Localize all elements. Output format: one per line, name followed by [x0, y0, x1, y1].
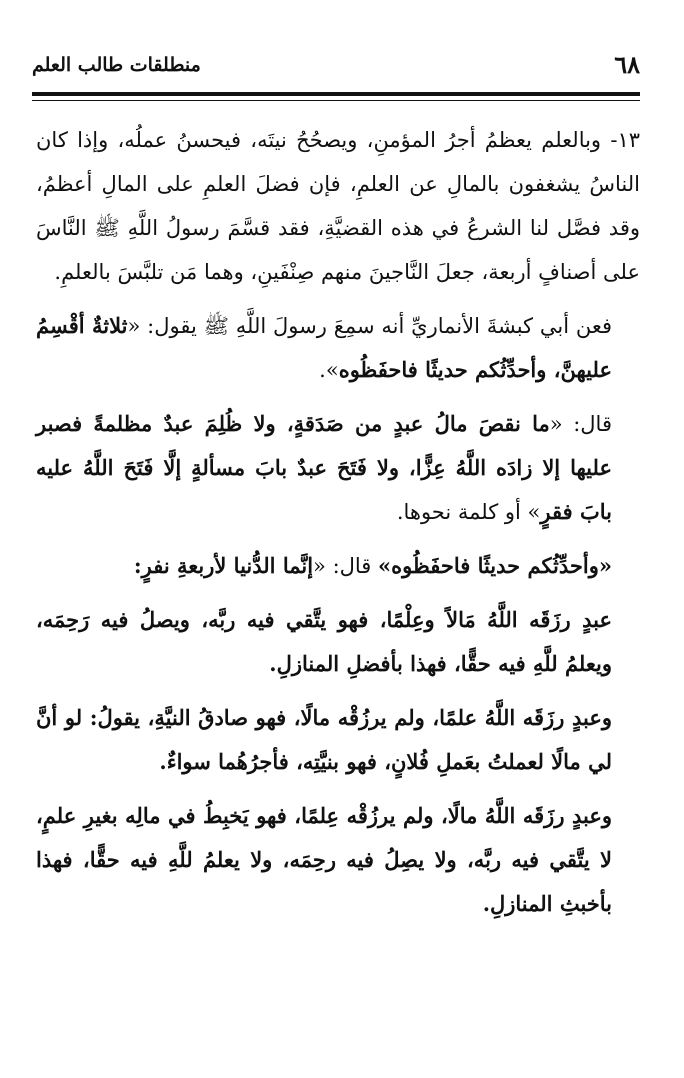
paragraph-hadith-second — [36, 544, 640, 588]
hadith-quote: «وأحدِّثُكم حديثًا فاحفَظُوه» — [378, 553, 612, 578]
hadith-quote: إنَّما الدُّنيا لأربعةِ نفرٍ — [141, 553, 314, 578]
paragraph-category-three — [36, 794, 640, 926]
paragraph-hadith-intro — [36, 304, 640, 392]
narration-text: قال: « — [549, 412, 612, 436]
paragraph-category-two — [36, 696, 640, 784]
paragraph-text: ١٣- وبالعلم يعظمُ أجرُ المؤمنِ، ويصحُحُ نيتَه، فيحسنُ عملُه، وإذا كان الناسُ يشغفون بالمالِ عن العلمِ، فإن فضلَ العلمِ على المالِ أعظمُ، وقد فصَّل لنا الشرعُ في هذه القضيَّةِ، فقد قسَّمَ رسولُ اللَّهِ ﷺ النَّاسَ على أصنافٍ أربعة، جعلَ النَّاجينَ منهم صِنْفَينِ، وهما مَن تلبَّسَ بالعلمِ. — [36, 128, 640, 284]
narration-text: قال: « — [313, 554, 379, 578]
header-rule-thin — [32, 100, 640, 101]
header-rule-thick — [32, 92, 640, 96]
running-title: منطلقات طالب العلم — [32, 54, 201, 76]
paragraph-13 — [36, 118, 640, 294]
hadith-quote: ثلاثةٌ أقْسِمُ عليهنَّ، وأحدِّثُكم حديثًا فاحفَظُوه — [36, 313, 612, 382]
page-number: ٦٨ — [614, 50, 640, 79]
quote-close: » أو كلمة نحوها. — [396, 500, 541, 524]
category-text: وعبدٍ رزَقَه اللَّهُ مالًا، ولم يرزُقْه عِلمًا، فهو يَخبِطُ في مالِه بغيرِ علمٍ، لا يتَّقي فيه ربَّه، ولا يصِلُ فيه رحِمَه، ولا يعلمُ للَّهِ فيه حقًّا، فهذا بأخبثِ المنازلِ. — [36, 803, 612, 916]
page-header — [32, 50, 640, 90]
paragraph-category-one — [36, 598, 640, 686]
quote-colon: : — [133, 553, 142, 578]
narration-text: فعن أبي كبشةَ الأنماريِّ أنه سمِعَ رسولَ اللَّهِ ﷺ يقول: « — [127, 314, 613, 338]
quote-close: ». — [319, 358, 339, 382]
body-text — [36, 118, 640, 936]
category-text: وعبدٍ رزَقَه اللَّهُ علمًا، ولم يرزُقْه مالًا، فهو صادقُ النيَّةِ، يقولُ: لو أنَّ لي مالًا لعملتُ بعَملِ فُلانٍ، فهو بنيَّتِه، فأجرُهُما سواءٌ. — [36, 705, 612, 774]
hadith-quote: ما نقصَ مالُ عبدٍ من صَدَقةٍ، ولا ظُلِمَ عبدٌ مظلمةً فصبر عليها إلا زادَه اللَّهُ عِزًّا، ولا فَتَحَ عبدٌ بابَ مسألةٍ إلَّا فَتَحَ اللَّهُ عليه بابَ فقرٍ — [36, 411, 612, 524]
paragraph-hadith-first — [36, 402, 640, 534]
category-text: عبدٍ رزَقَه اللَّهُ مَالاً وعِلْمًا، فهو يتَّقي فيه ربَّه، ويصلُ فيه رَحِمَه، ويعلمُ للَّهِ فيه حقًّا، فهذا بأفضلِ المنازلِ. — [36, 607, 612, 676]
